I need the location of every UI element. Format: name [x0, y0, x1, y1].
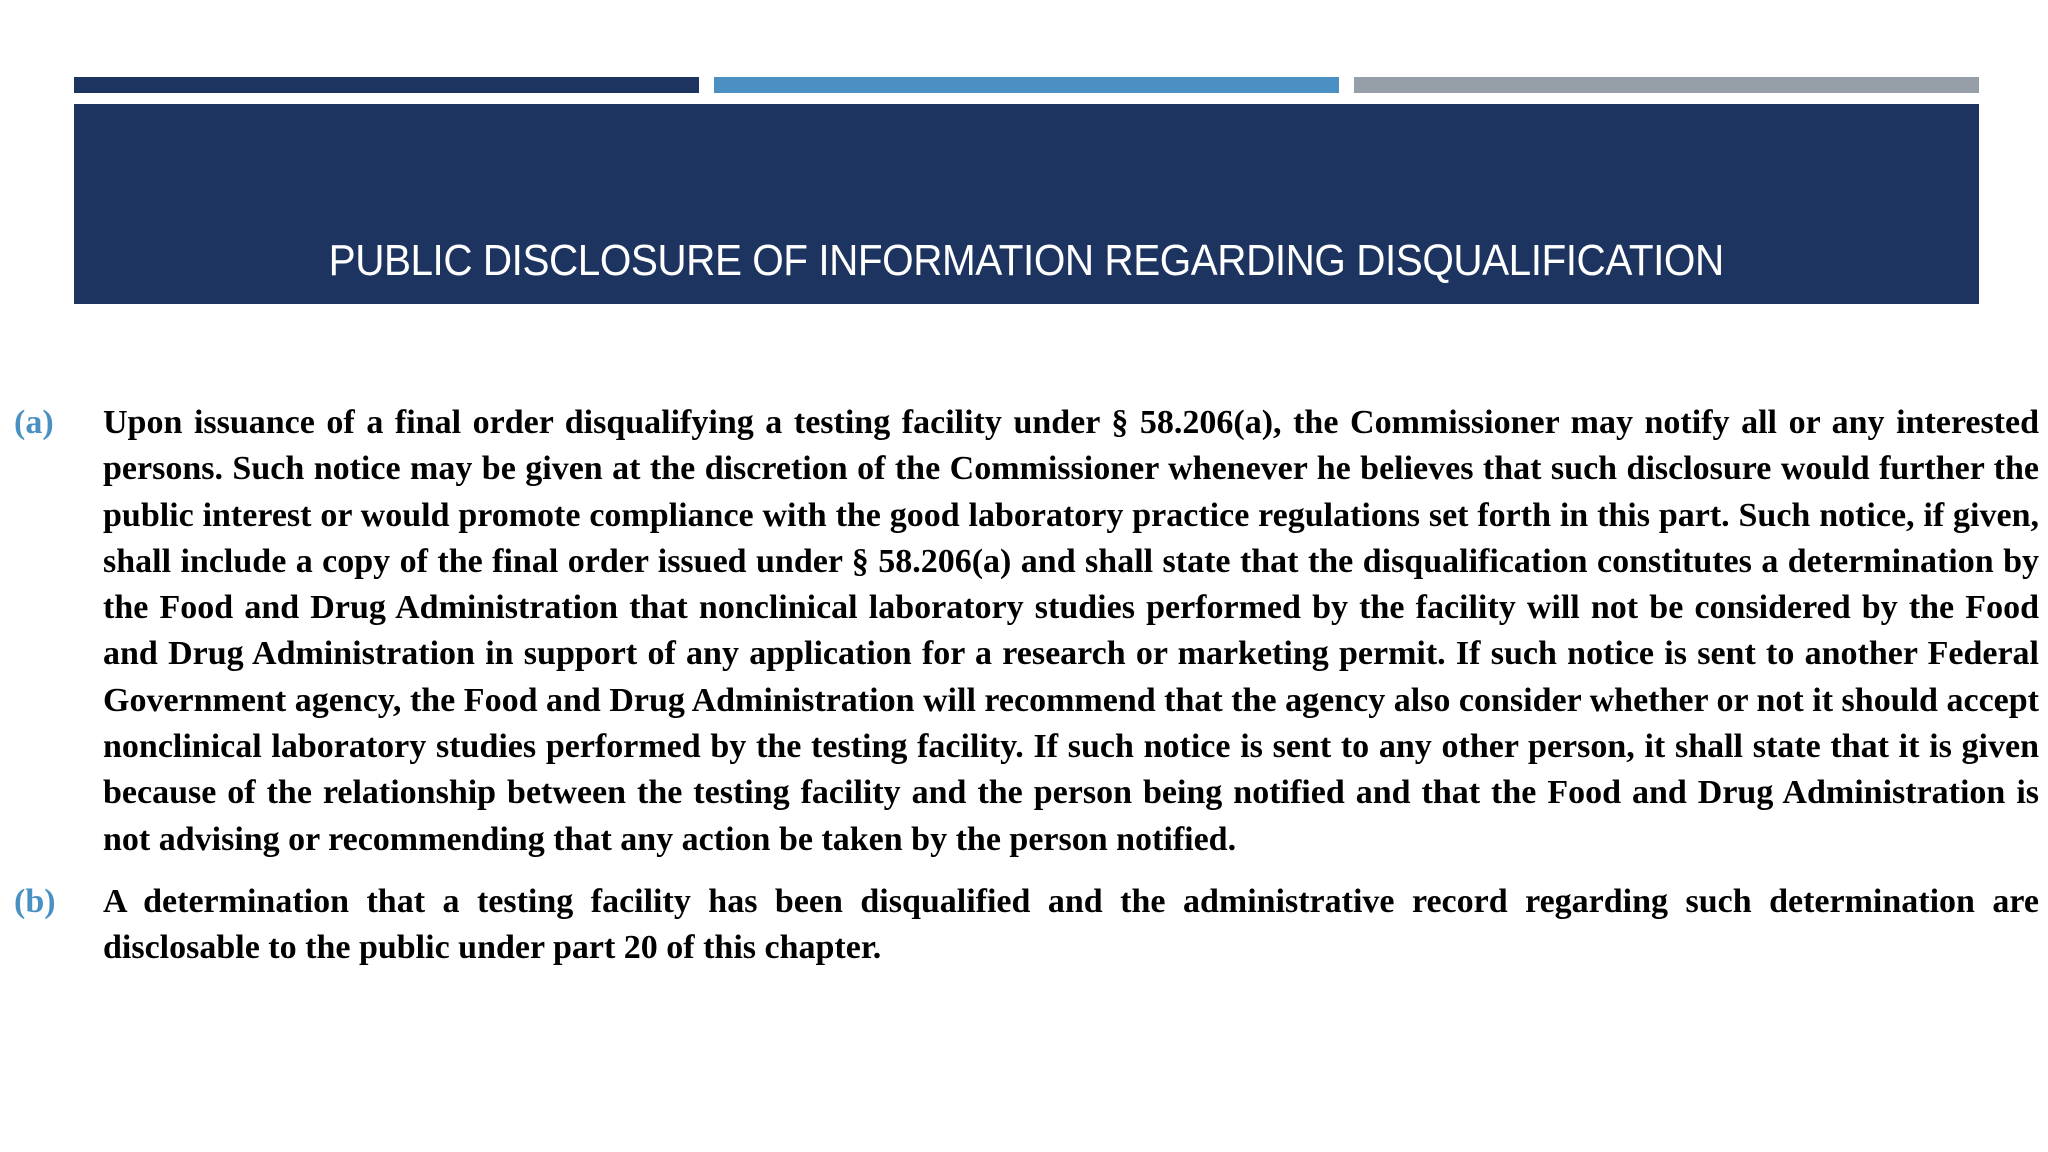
clause-text: A determination that a testing facility has been disqualified and the administrative record regarding such determination are disclosable to the public under part 20 of this chapter.: [103, 882, 2039, 967]
slide-title: PUBLIC DISCLOSURE OF INFORMATION REGARDING DISQUALIFICATION: [328, 236, 1725, 285]
accent-bar-gray: [1354, 77, 1979, 93]
slide-body: [0, 400, 2048, 972]
title-band: [74, 104, 1979, 304]
clause-a: [0, 400, 2048, 863]
clause-b: [0, 879, 2048, 972]
accent-bar-dark-blue: [74, 77, 699, 93]
clause-label: (b): [14, 882, 56, 920]
accent-bar-light-blue: [714, 77, 1339, 93]
clause-text: Upon issuance of a final order disqualifying a testing facility under § 58.206(a), the Commissioner may notify all or any interested persons. Such notice may be given at the discretion of the Commissioner whenever he believes that such disclosure would further the public interest or would promote compliance with the good laboratory practice regulations set forth in this part. Such notice, if given, shall include a copy of the final order issued under § 58.206(a) and shall state that the disqualification constitutes a determination by the Food and Drug Administration that nonclinical laboratory studies performed by the facility will not be considered by the Food and Drug Administration in support of any application for a research or marketing permit. If such notice is sent to another Federal Government agency, the Food and Drug Administration will recommend that the agency also consider whether or not it should accept nonclinical laboratory studies performed by the testing facility. If such notice is sent to any other person, it shall state that it is given because of the relationship between the testing facility and the person being notified and that the Food and Drug Administration is not advising or recommending that any action be taken by the person notified.: [103, 404, 2039, 858]
clause-label: (a): [14, 404, 54, 441]
